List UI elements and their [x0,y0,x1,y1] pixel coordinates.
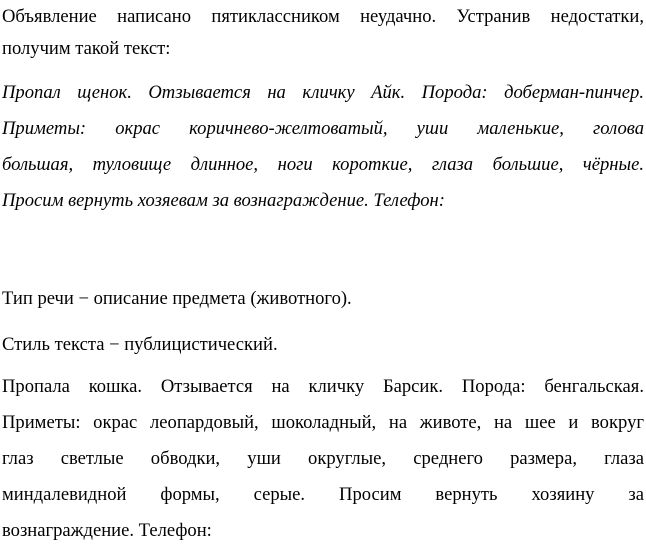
text-line: миндалевидной формы, серые. Просим вернуть хозяину за [2,484,644,505]
text-line: вознаграждение. Телефон: [2,520,212,541]
text-line: получим такой текст: [2,38,171,59]
text-line: большая, туловище длинное, ноги короткие, глаза большие, чёрные. [2,154,644,175]
text-line: Объявление написано пятиклассником неудачно. Устранив недостатки, [2,6,644,27]
text-line: Приметы: окрас коричнево-желтоватый, уши маленькие, голова [2,118,644,139]
text-line: Пропала кошка. Отзывается на кличку Барсик. Порода: бенгальская. [2,376,644,397]
text-line: глаз светлые обводки, уши округлые, среднего размера, глаза [2,448,644,469]
speech-type-line: Тип речи − описание предмета (животного). [2,288,352,309]
text-line: Приметы: окрас леопардовый, шоколадный, на животе, на шее и вокруг [2,412,644,433]
text-line: Пропал щенок. Отзывается на кличку Айк. Порода: доберман-пинчер. [2,82,644,103]
text-line: Просим вернуть хозяевам за вознаграждение. Телефон: [2,190,445,211]
text-style-line: Стиль текста − публицистический. [2,334,278,355]
